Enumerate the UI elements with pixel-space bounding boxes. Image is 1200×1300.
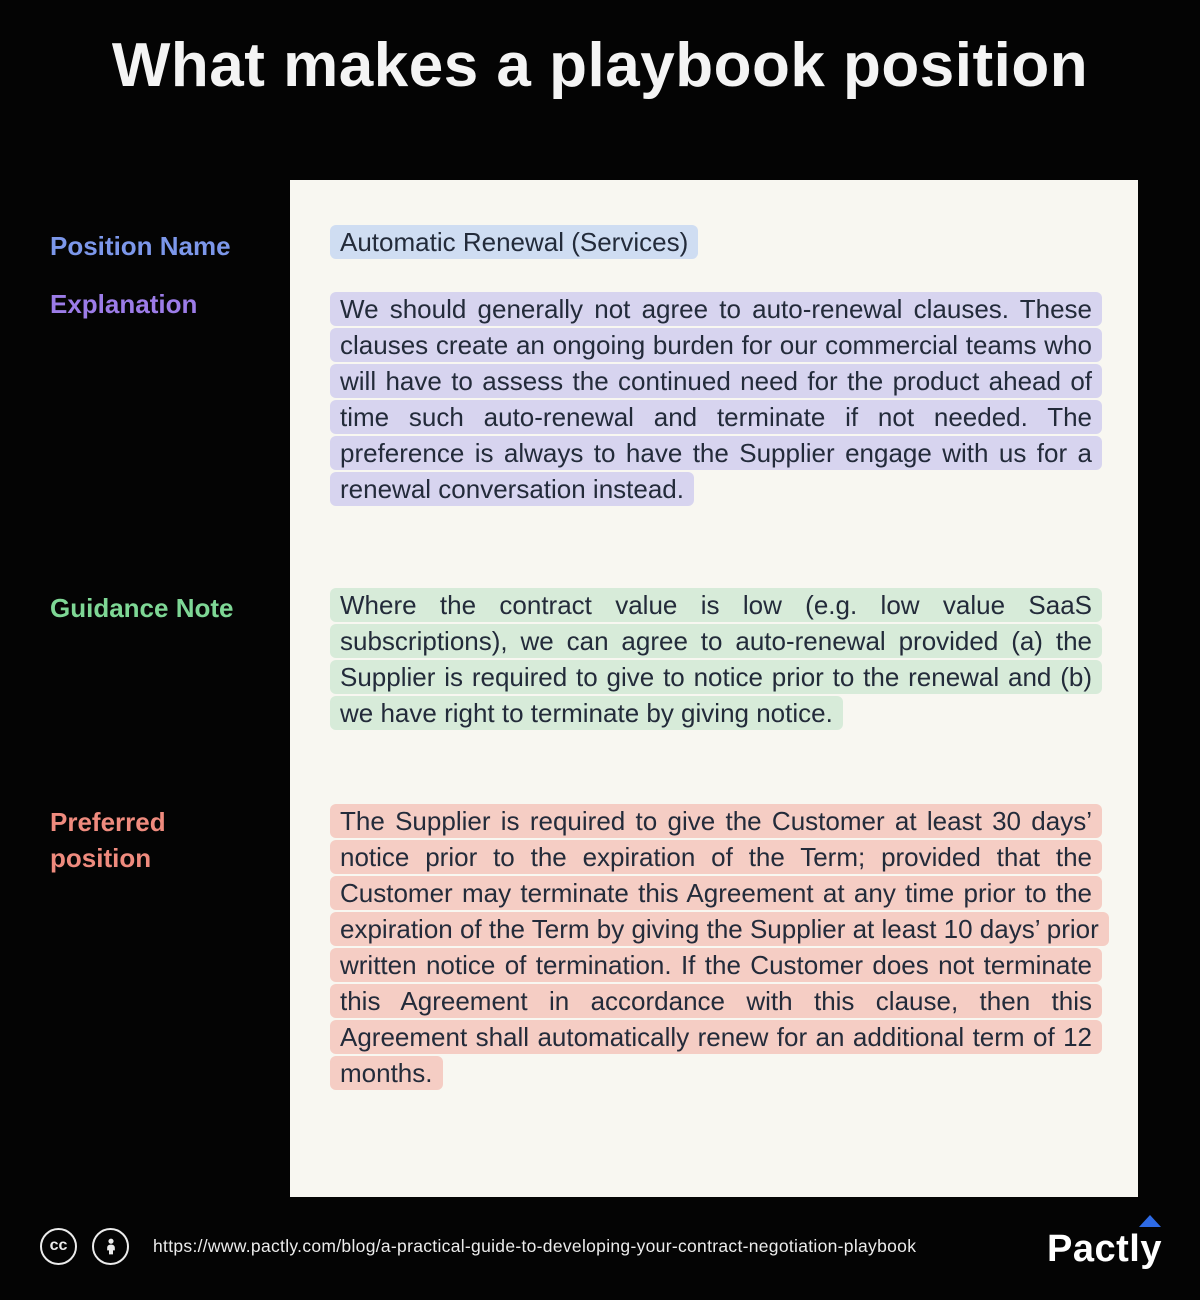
guidance-note-paragraph <box>330 587 1102 731</box>
label-explanation: Explanation <box>50 289 198 319</box>
playbook-position-card <box>290 180 1138 1197</box>
position-name-row <box>330 224 1102 260</box>
cc-icon <box>40 1228 77 1265</box>
guidance-note-text: Where the contract value is low (e.g. low value SaaS subscriptions), we can agree to auto-renewal provided (a) the Supplier is required to give to notice prior to the renewal and (b) we have right to terminate by giving notice. <box>330 588 1102 730</box>
pactly-logo <box>1047 1222 1162 1271</box>
label-preferred-position: Preferred position <box>50 807 166 873</box>
position-name-value: Automatic Renewal (Services) <box>330 225 698 259</box>
label-guidance-note: Guidance Note <box>50 593 234 623</box>
label-position-name: Position Name <box>50 231 231 261</box>
cc-icon-label: cc <box>49 1237 68 1254</box>
attribution-person-glyph <box>101 1236 121 1256</box>
preferred-position-paragraph <box>330 803 1102 1091</box>
explanation-text: We should generally not agree to auto-renewal clauses. These clauses create an ongoing burden for our commercial teams who will have to assess the continued need for the product ahead of time such auto-renewal and terminate if not needed. The preference is always to have the Supplier engage with us for a renewal conversation instead. <box>330 292 1102 506</box>
attribution-icon <box>92 1228 129 1265</box>
source-url: https://www.pactly.com/blog/a-practical-guide-to-developing-your-contract-negotiation-playbook <box>153 1235 917 1256</box>
logo-caret-icon <box>1139 1215 1161 1227</box>
pactly-logo-text: Pactly <box>1047 1227 1162 1270</box>
page-title: What makes a playbook position <box>111 31 1089 100</box>
explanation-paragraph <box>330 291 1102 507</box>
footer <box>40 1222 1162 1270</box>
preferred-position-text: The Supplier is required to give the Customer at least 30 days’ notice prior to the expiration of the Term; provided that the Customer may terminate this Agreement at any time prior to the expiration of the Term by giving the Supplier at least 10 days’ prior written notice of termination. If the Customer does not terminate this Agreement in accordance with this clause, then this Agreement shall automatically renew for an additional term of 12 months. <box>330 804 1109 1090</box>
